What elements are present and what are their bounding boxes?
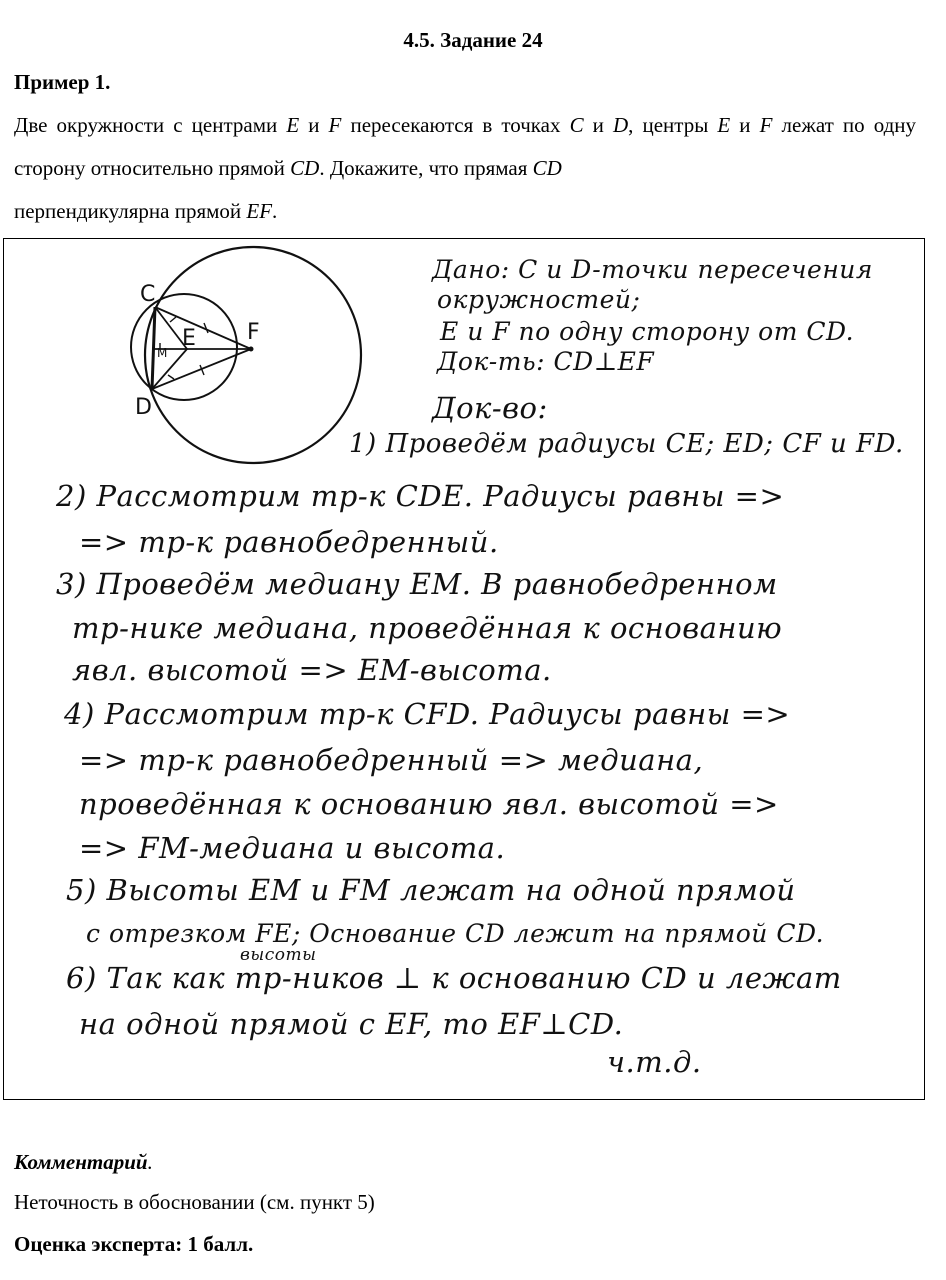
chord-cd [152, 307, 155, 389]
problem-statement [14, 104, 916, 233]
problem-var: E [717, 113, 731, 137]
comment-text: Неточность в обосновании (см. пункт 5) [14, 1190, 375, 1214]
handwritten-solution [3, 238, 925, 1100]
problem-text: , центры [628, 113, 718, 137]
step-4-line-3: проведённая к основанию явл. высотой => [79, 787, 779, 821]
problem-last-line [14, 190, 916, 233]
problem-text: Две окружности с центрами [14, 113, 287, 137]
problem-var: EF [246, 199, 273, 223]
problem-text: и [299, 113, 329, 137]
step-1: 1) Проведём радиусы CE; ED; CF и FD. [349, 429, 904, 459]
label-c: C [140, 282, 156, 307]
given-line-3: E и F по одну сторону от CD. [440, 317, 855, 346]
geometry-diagram [4, 239, 384, 479]
given-line-2: окружностей; [437, 285, 641, 314]
given-line-1: Дано: C и D-точки пересечения [432, 255, 873, 284]
problem-var: F [759, 113, 773, 137]
step-2-line-1: 2) Рассмотрим тр-к CDE. Радиусы равны => [56, 479, 785, 513]
expert-score: Оценка эксперта: 1 балл. [14, 1232, 254, 1256]
step-2-line-2: => тр-к равнобедренный. [79, 525, 499, 559]
step-3-line-2: тр-нике медиана, проведённая к основанию [72, 611, 783, 645]
step-6-line-2: на одной прямой с EF, то EF⊥CD. [79, 1007, 624, 1041]
problem-var: E [286, 113, 300, 137]
tick-mark [168, 375, 174, 379]
step-4-line-4: => FM-медиана и высота. [79, 831, 506, 865]
problem-text: и [730, 113, 760, 137]
problem-text: пересекаются в точках [341, 113, 570, 137]
comment-title-text: Комментарий [14, 1150, 148, 1174]
step-4-line-1: 4) Рассмотрим тр-к CFD. Радиусы равны => [64, 697, 791, 731]
example-title: Пример 1. [14, 70, 111, 94]
comment-title [14, 1150, 153, 1175]
point-f [249, 347, 254, 352]
problem-var: D [612, 113, 629, 137]
step-6-line-1: 6) Так как тр-ников ⊥ к основанию CD и лежат [66, 961, 842, 995]
comment-title-dot: . [147, 1150, 153, 1174]
proof-header: Док-во: [432, 391, 548, 425]
problem-var: F [328, 113, 342, 137]
tick-mark [170, 317, 176, 322]
label-d: D [135, 395, 152, 420]
problem-text: лежат по одну сторону относительно прямой [14, 113, 917, 180]
problem-var: CD [532, 156, 562, 180]
problem-text: . Докажите, что прямая [319, 156, 533, 180]
problem-text: и [583, 113, 613, 137]
radius-cf [155, 307, 251, 349]
label-e: E [182, 326, 196, 351]
problem-text: перпендикулярна прямой [14, 199, 247, 223]
step-6-insert: высоты [240, 945, 317, 965]
big-circle [145, 247, 361, 463]
label-m: M [157, 346, 168, 360]
step-4-line-2: => тр-к равнобедренный => медиана, [79, 743, 704, 777]
problem-var: C [569, 113, 584, 137]
step-5-line-2: с отрезком FE; Основание CD лежит на прямой CD. [86, 919, 825, 948]
label-f: F [247, 320, 260, 345]
step-5-line-1: 5) Высоты EM и FM лежат на одной прямой [66, 873, 796, 907]
section-title: 4.5. Задание 24 [403, 28, 543, 52]
given-line-4: Док-ть: CD⊥EF [437, 347, 655, 376]
problem-text: . [272, 199, 278, 223]
step-3-line-3: явл. высотой => EM-высота. [72, 653, 552, 687]
problem-var: CD [290, 156, 320, 180]
qed-mark: ч.т.д. [607, 1045, 702, 1079]
step-3-line-1: 3) Проведём медиану EM. В равнобедренном [56, 567, 778, 601]
